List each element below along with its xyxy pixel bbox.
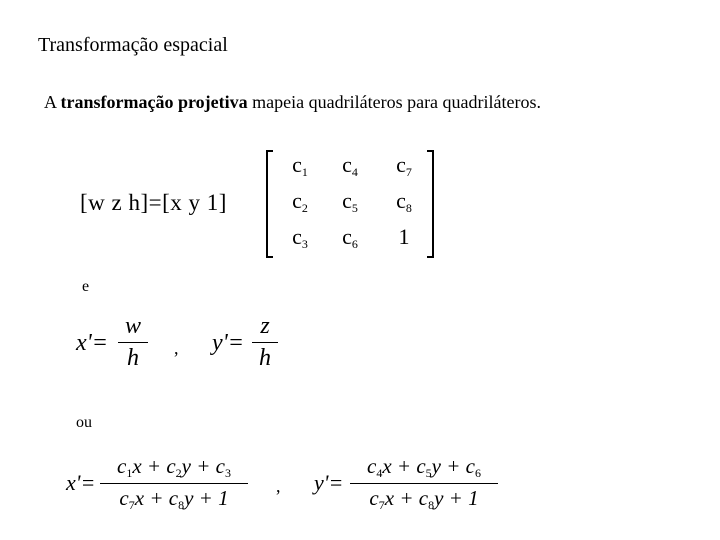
connector-e: e bbox=[82, 278, 90, 295]
matrix-cell: $c_5$ bbox=[342, 188, 358, 215]
matrix-cell: $c_4$ bbox=[342, 152, 358, 179]
matrix-cell: $c_3$ bbox=[292, 224, 308, 251]
x-simple-fraction bbox=[118, 313, 148, 372]
x-prime-label: x'= bbox=[76, 330, 108, 356]
matrix-cell: $c_2$ bbox=[292, 188, 308, 215]
intro-rest: mapeia quadriláteros para quadriláteros. bbox=[247, 92, 542, 112]
matrix-cell: $c_1$ bbox=[292, 152, 308, 179]
full-comma: , bbox=[276, 476, 281, 496]
matrix-left-bracket bbox=[266, 150, 273, 258]
matrix-cell: $c_8$ bbox=[396, 188, 412, 215]
slide-title: Transformação espacial bbox=[38, 34, 228, 56]
y-full-fraction bbox=[350, 454, 498, 513]
intro-text bbox=[44, 92, 541, 113]
x-full-numerator: c1x + c2y + c3 bbox=[117, 454, 231, 480]
y-prime-label: y'= bbox=[212, 330, 244, 356]
y-full-numerator: c4x + c5y + c6 bbox=[367, 454, 481, 480]
connector-ou: ou bbox=[76, 414, 92, 431]
y-full-denominator: c7x + c8y + 1 bbox=[369, 486, 479, 512]
fraction-bar bbox=[350, 483, 498, 484]
matrix-cell: $c_7$ bbox=[396, 152, 412, 179]
matrix-right-bracket bbox=[427, 150, 434, 258]
intro-bold-term: transformação projetiva bbox=[60, 92, 248, 112]
x-full-fraction bbox=[100, 454, 248, 513]
fraction-bar bbox=[118, 342, 148, 343]
x-simple-denominator: h bbox=[127, 345, 139, 371]
fraction-bar bbox=[252, 342, 278, 343]
matrix-cell: 1 bbox=[398, 224, 410, 249]
y-simple-fraction bbox=[252, 313, 278, 372]
y-simple-numerator: z bbox=[260, 313, 270, 339]
intro-prefix: A bbox=[44, 92, 61, 112]
fraction-bar bbox=[100, 483, 248, 484]
simple-comma: , bbox=[174, 338, 179, 358]
x-prime-full-label: x'= bbox=[66, 470, 96, 495]
y-simple-denominator: h bbox=[259, 345, 271, 371]
coefficient-matrix bbox=[266, 150, 434, 258]
y-prime-full-label: y'= bbox=[314, 470, 344, 495]
x-simple-numerator: w bbox=[124, 313, 141, 339]
x-full-denominator: c7x + c8y + 1 bbox=[119, 486, 229, 512]
matrix-cell: $c_6$ bbox=[342, 224, 358, 251]
matrix-lhs: [w z h]=[x y 1] bbox=[80, 190, 227, 215]
